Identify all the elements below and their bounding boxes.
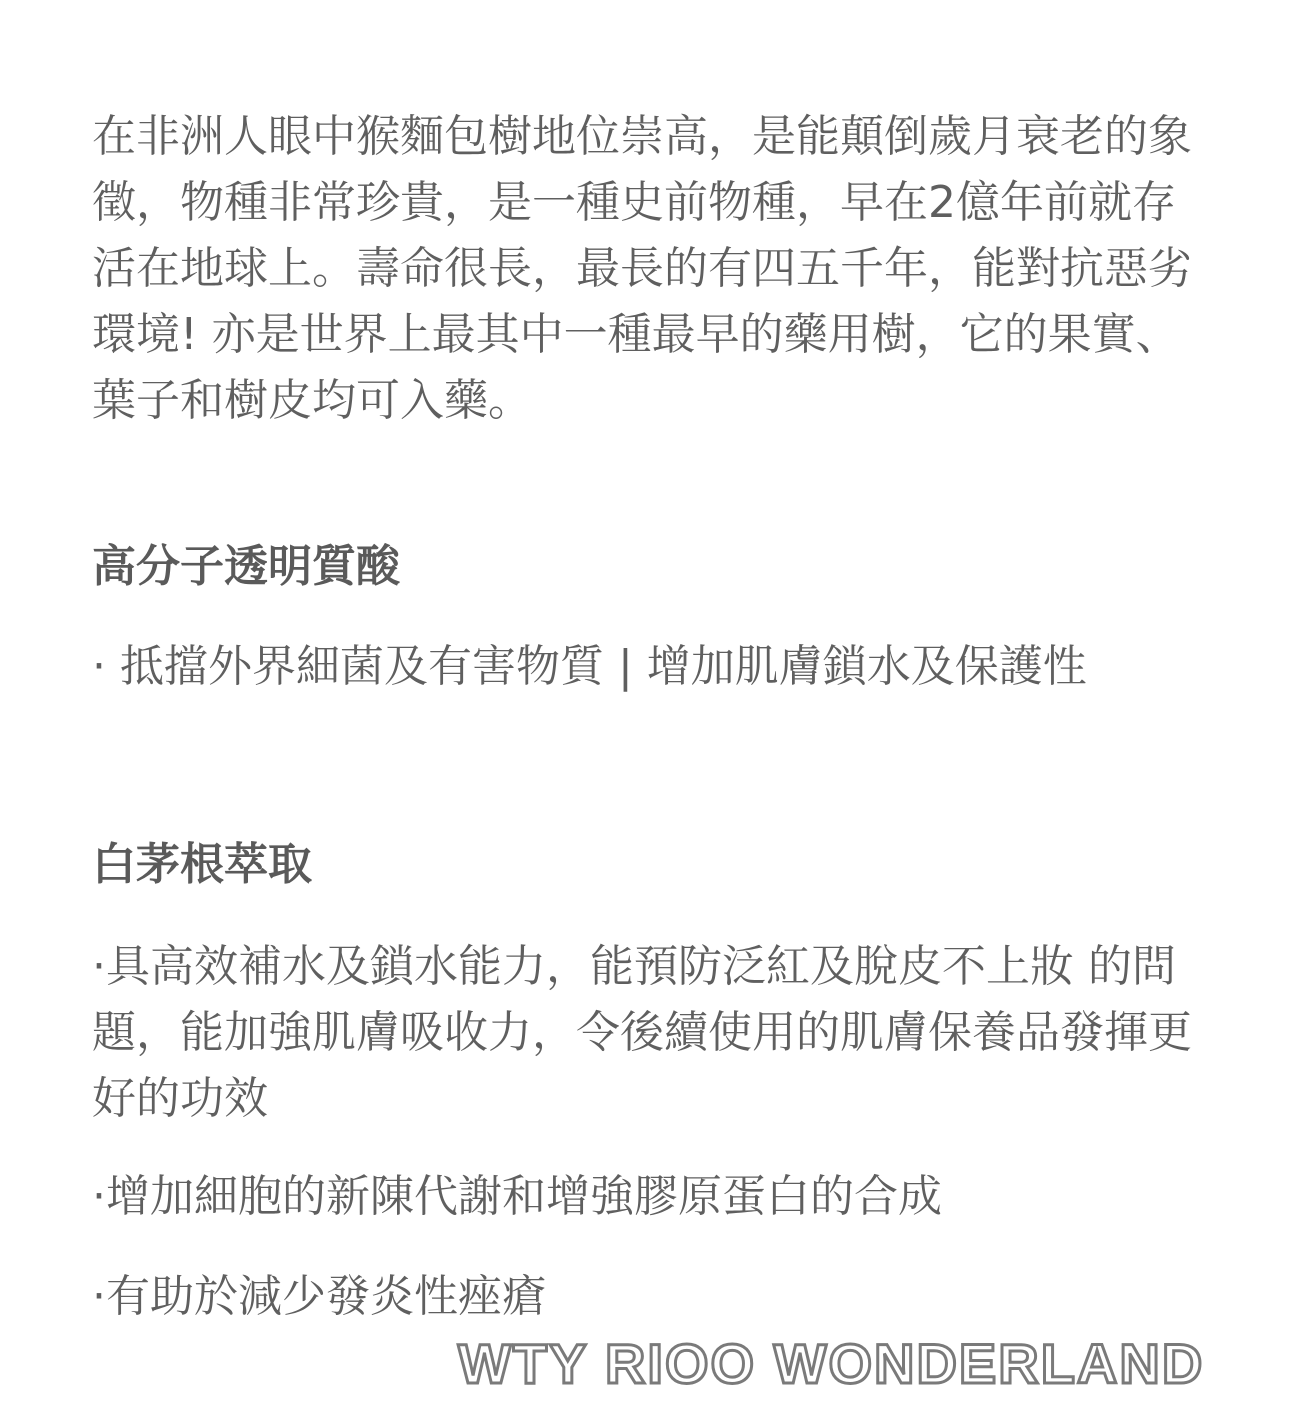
- bullet-imperata-3: ·有助於減少發炎性痤瘡: [92, 1271, 546, 1322]
- bullet-imperata-2: ·增加細胞的新陳代謝和增強膠原蛋白的合成: [92, 1171, 942, 1222]
- intro-paragraph: 在非洲人眼中猴麵包樹地位崇高，是能顛倒歲月衰老的象徵，物種非常珍貴，是一種史前物種，早在2億年前就存活在地球上。壽命很長，最長的有四五千年，能對抗惡劣環境! 亦是世界上最其中一種最早的藥用樹，它的果實、葉子和樹皮均可入藥。: [92, 111, 1192, 426]
- brand-watermark: WTY RIOO WONDERLAND: [458, 1332, 1205, 1395]
- section-heading-imperata-root-extract: 白茅根萃取: [92, 839, 312, 890]
- section-heading-hyaluronic-acid: 高分子透明質酸: [92, 541, 400, 592]
- bullet-imperata-1: ·具高效補水及鎖水能力，能預防泛紅及脫皮不上妝 的問題，能加強肌膚吸收力，令後續使用的肌膚保養品發揮更好的功效: [92, 941, 1192, 1124]
- bullet-hyaluronic-acid-1: · 抵擋外界細菌及有害物質 | 增加肌膚鎖水及保護性: [92, 641, 1087, 692]
